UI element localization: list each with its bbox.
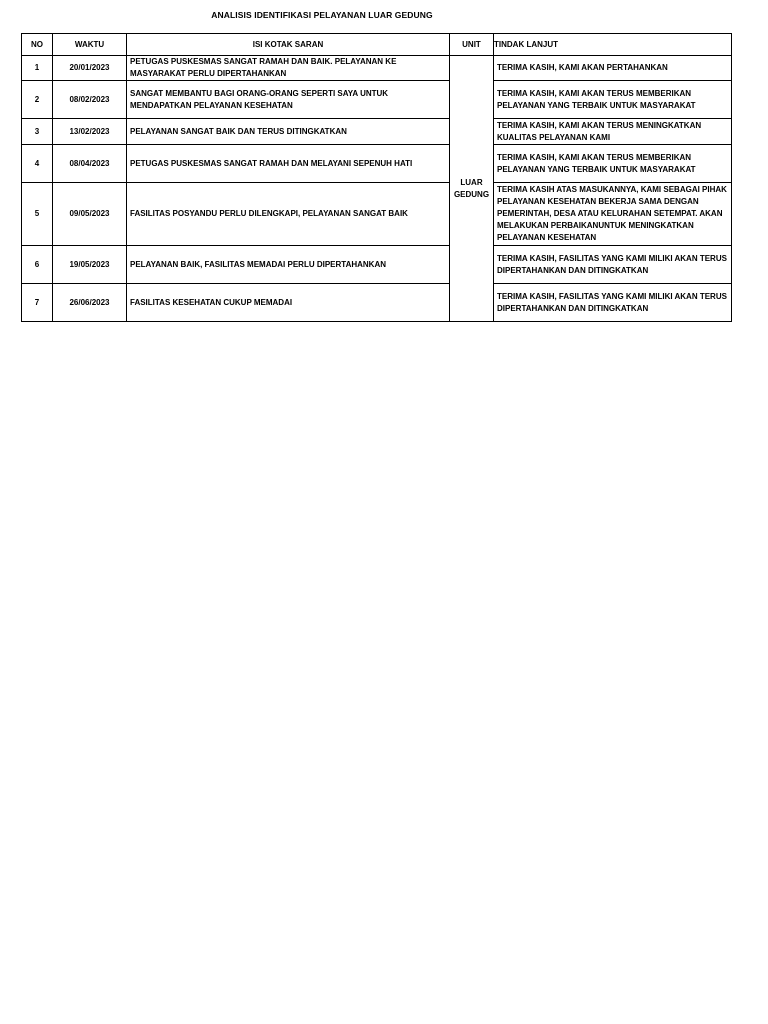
row-follow-up: TERIMA KASIH, FASILITAS YANG KAMI MILIKI AKAN TERUS DIPERTAHANKAN DAN DITINGKATKAN — [494, 284, 732, 322]
row-suggestion: SANGAT MEMBANTU BAGI ORANG-ORANG SEPERTI SAYA UNTUK MENDAPATKAN PELAYANAN KESEHATAN — [127, 81, 450, 119]
row-date: 09/05/2023 — [53, 183, 127, 246]
table-row — [22, 183, 732, 246]
table-row — [22, 246, 732, 284]
header-unit: UNIT — [450, 34, 494, 56]
row-date: 08/04/2023 — [53, 145, 127, 183]
row-follow-up: TERIMA KASIH ATAS MASUKANNYA, KAMI SEBAGAI PIHAK PELAYANAN KESEHATAN BEKERJA SAMA DENGAN PEMERINTAH, DESA ATAU KELURAHAN SETEMPAT. AKAN MELAKUKAN PERBAIKANUNTUK MENINGKATKAN PELAYANAN KESEHATAN — [494, 183, 732, 246]
row-no: 5 — [22, 183, 53, 246]
row-no: 6 — [22, 246, 53, 284]
row-date: 13/02/2023 — [53, 119, 127, 145]
row-date: 08/02/2023 — [53, 81, 127, 119]
table-row — [22, 119, 732, 145]
row-date: 20/01/2023 — [53, 56, 127, 81]
table-row — [22, 81, 732, 119]
row-date: 19/05/2023 — [53, 246, 127, 284]
row-no: 2 — [22, 81, 53, 119]
row-follow-up: TERIMA KASIH, KAMI AKAN TERUS MEMBERIKAN PELAYANAN YANG TERBAIK UNTUK MASYARAKAT — [494, 145, 732, 183]
row-suggestion: FASILITAS KESEHATAN CUKUP MEMADAI — [127, 284, 450, 322]
row-follow-up: TERIMA KASIH, KAMI AKAN TERUS MENINGKATKAN KUALITAS PELAYANAN KAMI — [494, 119, 732, 145]
table-row — [22, 145, 732, 183]
row-follow-up: TERIMA KASIH, KAMI AKAN PERTAHANKAN — [494, 56, 732, 81]
row-date: 26/06/2023 — [53, 284, 127, 322]
row-follow-up: TERIMA KASIH, FASILITAS YANG KAMI MILIKI AKAN TERUS DIPERTAHANKAN DAN DITINGKATKAN — [494, 246, 732, 284]
row-suggestion: PETUGAS PUSKESMAS SANGAT RAMAH DAN BAIK. PELAYANAN KE MASYARAKAT PERLU DIPERTAHANKAN — [127, 56, 450, 81]
header-no: NO — [22, 34, 53, 56]
table-header-row — [22, 34, 732, 56]
row-no: 4 — [22, 145, 53, 183]
row-no: 1 — [22, 56, 53, 81]
row-follow-up: TERIMA KASIH, KAMI AKAN TERUS MEMBERIKAN PELAYANAN YANG TERBAIK UNTUK MASYARAKAT — [494, 81, 732, 119]
row-no: 7 — [22, 284, 53, 322]
row-suggestion: PELAYANAN SANGAT BAIK DAN TERUS DITINGKATKAN — [127, 119, 450, 145]
table-row — [22, 284, 732, 322]
header-isi-kotak-saran: ISI KOTAK SARAN — [127, 34, 450, 56]
page-title: ANALISIS IDENTIFIKASI PELAYANAN LUAR GEDUNG — [211, 10, 433, 20]
table-row — [22, 56, 732, 81]
feedback-table — [21, 33, 732, 322]
header-tindak-lanjut: TINDAK LANJUT — [494, 34, 732, 56]
row-suggestion: PELAYANAN BAIK, FASILITAS MEMADAI PERLU DIPERTAHANKAN — [127, 246, 450, 284]
row-suggestion: PETUGAS PUSKESMAS SANGAT RAMAH DAN MELAYANI SEPENUH HATI — [127, 145, 450, 183]
row-suggestion: FASILITAS POSYANDU PERLU DILENGKAPI, PELAYANAN SANGAT BAIK — [127, 183, 450, 246]
unit-cell: LUAR GEDUNG — [450, 56, 494, 322]
header-waktu: WAKTU — [53, 34, 127, 56]
row-no: 3 — [22, 119, 53, 145]
